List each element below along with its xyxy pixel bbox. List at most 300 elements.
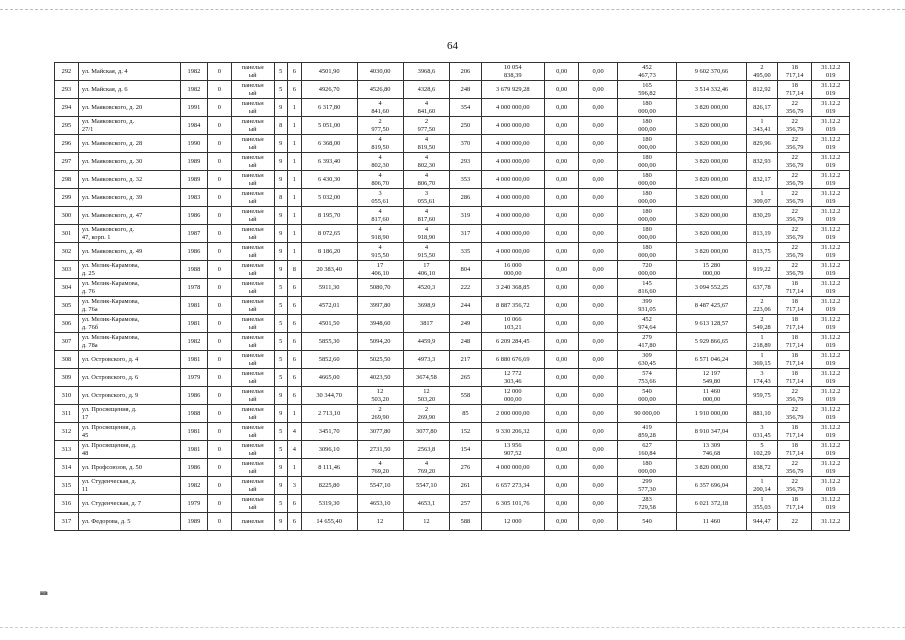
cell-residents: 588: [450, 513, 481, 531]
cell-flag: 0: [207, 81, 231, 99]
cell-cost-per-m2: 1 355,03: [746, 495, 777, 513]
cell-cost-col-c: 180 000,00: [617, 117, 676, 135]
cell-total-area: 6 317,80: [301, 99, 357, 117]
cell-total-cost: 4 000 000,00: [481, 459, 544, 477]
cell-cost-col-c: 627 160,84: [617, 441, 676, 459]
cell-cost-col-a: 0,00: [545, 63, 579, 81]
cell-total-cost: 4 000 000,00: [481, 207, 544, 225]
cell-row-number: 312: [55, 423, 79, 441]
cell-living-area: 4653,10: [357, 495, 403, 513]
cell-deadline: 31.12.2 019: [812, 459, 850, 477]
table-row: [55, 243, 850, 261]
cell-deadline: 31.12.2 019: [812, 495, 850, 513]
cell-cost-col-b: 0,00: [579, 351, 618, 369]
cell-entrances: 6: [288, 315, 302, 333]
cell-residents: 293: [450, 153, 481, 171]
cell-cost-per-m2: 1 343,41: [746, 117, 777, 135]
cell-year: 1981: [180, 351, 207, 369]
cell-cost-col-a: 0,00: [545, 261, 579, 279]
cell-residents: 286: [450, 189, 481, 207]
cell-residents: 354: [450, 99, 481, 117]
cell-limit-per-m2: 22 356,79: [778, 459, 812, 477]
cell-cost-col-c: 180 000,00: [617, 171, 676, 189]
cell-limit-per-m2: 18 717,14: [778, 495, 812, 513]
cell-cost-per-m2: 2 549,28: [746, 315, 777, 333]
cell-cost-col-d: 3 820 000,00: [677, 243, 747, 261]
cell-cost-col-b: 0,00: [579, 81, 618, 99]
cell-cost-per-m2: 881,10: [746, 405, 777, 423]
cell-cost-per-m2: 919,22: [746, 261, 777, 279]
cell-total-cost: 3 679 929,28: [481, 81, 544, 99]
cell-total-area: 4665,00: [301, 369, 357, 387]
cell-cost-per-m2: 2 223,06: [746, 297, 777, 315]
cell-wall-material: панельн ый: [231, 405, 274, 423]
cell-cost-col-d: 3 820 000,00: [677, 225, 747, 243]
cell-residents: 335: [450, 243, 481, 261]
cell-floors: 5: [274, 279, 288, 297]
cell-year: 1981: [180, 297, 207, 315]
cell-total-area: 5855,30: [301, 333, 357, 351]
cell-cost-col-b: 0,00: [579, 333, 618, 351]
cell-year: 1982: [180, 81, 207, 99]
cell-cost-col-a: 0,00: [545, 189, 579, 207]
cell-limit-per-m2: 22 356,79: [778, 477, 812, 495]
cell-year: 1979: [180, 495, 207, 513]
cell-total-area: 20 383,40: [301, 261, 357, 279]
cell-residents: 265: [450, 369, 481, 387]
cell-entrances: 6: [288, 351, 302, 369]
cell-cost-per-m2: 944,47: [746, 513, 777, 531]
cell-limit-per-m2: 18 717,14: [778, 441, 812, 459]
cell-limit-per-m2: 22 356,79: [778, 225, 812, 243]
cell-living-area: 3077,80: [357, 423, 403, 441]
cell-deadline: 31.12.2 019: [812, 405, 850, 423]
cell-residential-area: 4653,1: [403, 495, 450, 513]
cell-year: 1983: [180, 189, 207, 207]
cell-wall-material: панельн ый: [231, 189, 274, 207]
cell-total-area: 4501,90: [301, 63, 357, 81]
cell-limit-per-m2: 18 717,14: [778, 315, 812, 333]
cell-entrances: 1: [288, 405, 302, 423]
cell-row-number: 293: [55, 81, 79, 99]
cell-deadline: 31.12.2 019: [812, 297, 850, 315]
cell-cost-per-m2: 959,75: [746, 387, 777, 405]
cell-living-area: 4 915,50: [357, 243, 403, 261]
cell-living-area: 2731,50: [357, 441, 403, 459]
cell-living-area: 4 806,70: [357, 171, 403, 189]
cell-row-number: 314: [55, 459, 79, 477]
cell-address: ул. Профсоюзов, д. 50: [78, 459, 180, 477]
cell-entrances: 1: [288, 171, 302, 189]
cell-year: 1984: [180, 117, 207, 135]
cell-floors: 5: [274, 495, 288, 513]
table-row: [55, 477, 850, 495]
cell-living-area: 4 817,60: [357, 207, 403, 225]
cell-cost-col-a: 0,00: [545, 477, 579, 495]
cell-total-area: 4501,50: [301, 315, 357, 333]
cell-entrances: 8: [288, 261, 302, 279]
cell-deadline: 31.12.2 019: [812, 207, 850, 225]
cell-entrances: 6: [288, 297, 302, 315]
cell-residents: 244: [450, 297, 481, 315]
cell-entrances: 1: [288, 243, 302, 261]
cell-residents: 370: [450, 135, 481, 153]
table-row: [55, 405, 850, 423]
cell-residential-area: 4 817,60: [403, 207, 450, 225]
table-row: [55, 459, 850, 477]
cell-floors: 9: [274, 477, 288, 495]
cell-total-cost: 16 000 000,00: [481, 261, 544, 279]
cell-total-cost: 9 330 206,32: [481, 423, 544, 441]
table-row: [55, 135, 850, 153]
cell-total-area: 5911,30: [301, 279, 357, 297]
cell-total-cost: 6 209 284,45: [481, 333, 544, 351]
cell-flag: 0: [207, 153, 231, 171]
cell-residents: 804: [450, 261, 481, 279]
table-row: [55, 117, 850, 135]
cell-cost-col-c: 279 417,80: [617, 333, 676, 351]
cell-residential-area: 4973,3: [403, 351, 450, 369]
cell-address: ул. Мелик-Карамова, д. 76а: [78, 297, 180, 315]
cell-cost-col-a: 0,00: [545, 117, 579, 135]
cell-cost-col-d: 8 910 347,04: [677, 423, 747, 441]
cell-limit-per-m2: 18 717,14: [778, 297, 812, 315]
cell-floors: 8: [274, 189, 288, 207]
cell-residents: 152: [450, 423, 481, 441]
cell-total-cost: 4 000 000,00: [481, 225, 544, 243]
cell-entrances: 6: [288, 369, 302, 387]
cell-cost-col-b: 0,00: [579, 405, 618, 423]
cell-flag: 0: [207, 225, 231, 243]
table-row: [55, 513, 850, 531]
cell-cost-col-d: 3 820 000,00: [677, 135, 747, 153]
cell-limit-per-m2: 22 356,79: [778, 189, 812, 207]
cell-wall-material: панельн ый: [231, 243, 274, 261]
cell-deadline: 31.12.2 019: [812, 99, 850, 117]
cell-limit-per-m2: 22 356,79: [778, 243, 812, 261]
cell-limit-per-m2: 18 717,14: [778, 423, 812, 441]
cell-total-area: 8 186,20: [301, 243, 357, 261]
cell-row-number: 300: [55, 207, 79, 225]
cell-row-number: 309: [55, 369, 79, 387]
page-number: 64: [447, 40, 458, 52]
cell-wall-material: панельн ый: [231, 225, 274, 243]
cell-wall-material: панельн ый: [231, 351, 274, 369]
cell-year: 1986: [180, 387, 207, 405]
cell-wall-material: панельн: [231, 513, 274, 531]
cell-cost-col-a: 0,00: [545, 459, 579, 477]
cell-living-area: 5080,70: [357, 279, 403, 297]
cell-deadline: 31.12.2 019: [812, 63, 850, 81]
cell-residential-area: 4 769,20: [403, 459, 450, 477]
cell-wall-material: панельн ый: [231, 99, 274, 117]
cell-cost-col-c: 540: [617, 513, 676, 531]
cell-cost-col-a: 0,00: [545, 315, 579, 333]
cell-cost-col-c: 180 000,00: [617, 99, 676, 117]
cell-wall-material: панельн ый: [231, 207, 274, 225]
cell-address: ул. Островского, д. 6: [78, 369, 180, 387]
table-row: [55, 225, 850, 243]
cell-residential-area: 3968,6: [403, 63, 450, 81]
cell-entrances: 3: [288, 477, 302, 495]
cell-cost-per-m2: 830,29: [746, 207, 777, 225]
table-row: [55, 81, 850, 99]
cell-total-area: 2 713,10: [301, 405, 357, 423]
cell-limit-per-m2: 22 356,79: [778, 117, 812, 135]
cell-cost-col-b: 0,00: [579, 261, 618, 279]
cell-cost-col-a: 0,00: [545, 225, 579, 243]
cell-wall-material: панельн ый: [231, 495, 274, 513]
cell-cost-col-d: 6 357 696,04: [677, 477, 747, 495]
cell-cost-col-d: 6 571 046,24: [677, 351, 747, 369]
cell-total-cost: 4 000 000,00: [481, 171, 544, 189]
cell-entrances: 1: [288, 117, 302, 135]
cell-residents: 222: [450, 279, 481, 297]
cell-year: 1978: [180, 279, 207, 297]
cell-row-number: 302: [55, 243, 79, 261]
cell-floors: 9: [274, 261, 288, 279]
cell-living-area: 4023,50: [357, 369, 403, 387]
cell-floors: 5: [274, 81, 288, 99]
cell-cost-col-a: 0,00: [545, 333, 579, 351]
cell-wall-material: панельн ый: [231, 135, 274, 153]
cell-year: 1979: [180, 369, 207, 387]
cell-cost-col-d: 15 280 000,00: [677, 261, 747, 279]
cell-floors: 9: [274, 207, 288, 225]
cell-address: ул. Маяковского, д. 20: [78, 99, 180, 117]
cell-total-cost: 4 000 000,00: [481, 117, 544, 135]
cell-cost-per-m2: 3 031,45: [746, 423, 777, 441]
cell-total-cost: 2 000 000,00: [481, 405, 544, 423]
cell-wall-material: панельн ый: [231, 261, 274, 279]
cell-deadline: 31.12.2 019: [812, 441, 850, 459]
cell-residential-area: 2 269,90: [403, 405, 450, 423]
cell-cost-col-b: 0,00: [579, 279, 618, 297]
cell-total-cost: 8 887 356,72: [481, 297, 544, 315]
cell-limit-per-m2: 18 717,14: [778, 369, 812, 387]
table-row: [55, 153, 850, 171]
cell-row-number: 304: [55, 279, 79, 297]
cell-year: 1986: [180, 207, 207, 225]
cell-residents: 85: [450, 405, 481, 423]
cell-address: ул. Маяковского, д. 30: [78, 153, 180, 171]
cell-residential-area: 3674,58: [403, 369, 450, 387]
cell-floors: 8: [274, 117, 288, 135]
cell-address: ул. Маяковского, д. 39: [78, 189, 180, 207]
cell-total-cost: 12 000: [481, 513, 544, 531]
cell-living-area: 4030,00: [357, 63, 403, 81]
cell-living-area: 4 802,30: [357, 153, 403, 171]
cell-total-cost: 3 240 368,85: [481, 279, 544, 297]
cell-flag: 0: [207, 63, 231, 81]
cell-flag: 0: [207, 495, 231, 513]
cell-cost-col-b: 0,00: [579, 477, 618, 495]
cell-living-area: 3 055,61: [357, 189, 403, 207]
cell-flag: 0: [207, 441, 231, 459]
cell-deadline: 31.12.2 019: [812, 423, 850, 441]
cell-year: 1989: [180, 513, 207, 531]
cell-row-number: 305: [55, 297, 79, 315]
cell-row-number: 311: [55, 405, 79, 423]
cell-cost-col-d: 3 094 552,25: [677, 279, 747, 297]
cell-wall-material: панельн ый: [231, 387, 274, 405]
cell-cost-col-b: 0,00: [579, 153, 618, 171]
cell-cost-col-a: 0,00: [545, 279, 579, 297]
cell-total-area: 5852,60: [301, 351, 357, 369]
cell-residential-area: 2563,8: [403, 441, 450, 459]
cell-residential-area: 4 806,70: [403, 171, 450, 189]
table-row: [55, 441, 850, 459]
cell-address: ул. Просвещения, д. 45: [78, 423, 180, 441]
cell-cost-col-c: 299 577,30: [617, 477, 676, 495]
cell-residential-area: 5547,10: [403, 477, 450, 495]
cell-flag: 0: [207, 459, 231, 477]
cell-living-area: 5547,10: [357, 477, 403, 495]
cell-residential-area: 4 819,50: [403, 135, 450, 153]
cell-floors: 5: [274, 297, 288, 315]
cell-total-area: 14 655,40: [301, 513, 357, 531]
cell-residents: 248: [450, 81, 481, 99]
cell-residents: 249: [450, 315, 481, 333]
cell-cost-col-b: 0,00: [579, 441, 618, 459]
cell-cost-col-c: 309 630,45: [617, 351, 676, 369]
table-row: [55, 207, 850, 225]
cell-flag: 0: [207, 171, 231, 189]
cell-year: 1989: [180, 171, 207, 189]
cell-flag: 0: [207, 207, 231, 225]
cell-cost-col-a: 0,00: [545, 99, 579, 117]
cell-address: ул. Мелик-Карамова, д. 25: [78, 261, 180, 279]
cell-cost-per-m2: 832,17: [746, 171, 777, 189]
cell-living-area: 3997,80: [357, 297, 403, 315]
cell-residential-area: 3698,9: [403, 297, 450, 315]
cell-cost-col-d: 1 910 000,00: [677, 405, 747, 423]
cell-cost-col-d: 3 514 332,46: [677, 81, 747, 99]
cell-limit-per-m2: 18 717,14: [778, 63, 812, 81]
table-row: [55, 423, 850, 441]
table-row: [55, 333, 850, 351]
cell-cost-col-c: 452 467,73: [617, 63, 676, 81]
cell-living-area: 17 406,10: [357, 261, 403, 279]
cell-deadline: 31.12.2: [812, 513, 850, 531]
cell-cost-col-c: 145 816,60: [617, 279, 676, 297]
cell-cost-per-m2: 1 309,07: [746, 189, 777, 207]
cell-entrances: 1: [288, 189, 302, 207]
cell-row-number: 307: [55, 333, 79, 351]
cell-limit-per-m2: 22 356,79: [778, 387, 812, 405]
cell-residential-area: 4 841,60: [403, 99, 450, 117]
cell-wall-material: панельн ый: [231, 333, 274, 351]
cell-flag: 0: [207, 477, 231, 495]
cell-floors: 5: [274, 63, 288, 81]
table-row: [55, 189, 850, 207]
cell-flag: 0: [207, 117, 231, 135]
table-row: [55, 369, 850, 387]
cell-cost-col-d: 6 021 372,18: [677, 495, 747, 513]
cell-total-cost: 4 000 000,00: [481, 135, 544, 153]
cell-year: 1982: [180, 477, 207, 495]
cell-entrances: 1: [288, 459, 302, 477]
cell-cost-col-c: 180 000,00: [617, 459, 676, 477]
cell-address: ул. Просвещения, д. 17: [78, 405, 180, 423]
cell-floors: 5: [274, 369, 288, 387]
cell-wall-material: панельн ый: [231, 81, 274, 99]
cell-total-cost: 4 000 000,00: [481, 189, 544, 207]
cell-limit-per-m2: 22: [778, 513, 812, 531]
cell-flag: 0: [207, 99, 231, 117]
cell-cost-col-d: 9 602 370,66: [677, 63, 747, 81]
cell-residential-area: 4520,3: [403, 279, 450, 297]
cell-limit-per-m2: 22 356,79: [778, 405, 812, 423]
cell-cost-col-a: 0,00: [545, 423, 579, 441]
cell-floors: 9: [274, 387, 288, 405]
cell-living-area: 5025,50: [357, 351, 403, 369]
cell-floors: 9: [274, 405, 288, 423]
table-row: [55, 171, 850, 189]
cell-cost-col-b: 0,00: [579, 423, 618, 441]
cell-wall-material: панельн ый: [231, 153, 274, 171]
cell-flag: 0: [207, 279, 231, 297]
cell-row-number: 317: [55, 513, 79, 531]
cell-entrances: 6: [288, 279, 302, 297]
cell-total-area: 5 051,00: [301, 117, 357, 135]
cell-cost-per-m2: 2 495,00: [746, 63, 777, 81]
cell-deadline: 31.12.2 019: [812, 81, 850, 99]
cell-cost-per-m2: 1 218,89: [746, 333, 777, 351]
cell-row-number: 295: [55, 117, 79, 135]
cell-address: ул. Федорова, д. 5: [78, 513, 180, 531]
cell-residents: 261: [450, 477, 481, 495]
cell-floors: 5: [274, 441, 288, 459]
cell-row-number: 313: [55, 441, 79, 459]
cell-wall-material: панельн ый: [231, 63, 274, 81]
cell-cost-col-d: 3 820 000,00: [677, 459, 747, 477]
cell-entrances: 1: [288, 99, 302, 117]
table-row: [55, 63, 850, 81]
cell-limit-per-m2: 22 356,79: [778, 135, 812, 153]
cell-residential-area: 3 055,61: [403, 189, 450, 207]
cell-living-area: 2 977,50: [357, 117, 403, 135]
cell-total-cost: 4 000 000,00: [481, 99, 544, 117]
cell-cost-col-c: 180 000,00: [617, 189, 676, 207]
cell-deadline: 31.12.2 019: [812, 477, 850, 495]
cell-living-area: 5094,20: [357, 333, 403, 351]
cell-flag: 0: [207, 513, 231, 531]
cell-total-cost: 4 000 000,00: [481, 153, 544, 171]
cell-cost-col-b: 0,00: [579, 243, 618, 261]
cell-row-number: 296: [55, 135, 79, 153]
table-row: [55, 315, 850, 333]
cell-residents: 558: [450, 387, 481, 405]
cell-address: ул. Мелик-Карамова, д. 76б: [78, 315, 180, 333]
cell-cost-col-a: 0,00: [545, 405, 579, 423]
cell-entrances: 1: [288, 153, 302, 171]
cell-limit-per-m2: 22 356,79: [778, 171, 812, 189]
cell-year: 1988: [180, 405, 207, 423]
table-row: [55, 297, 850, 315]
cell-year: 1981: [180, 441, 207, 459]
cell-floors: 5: [274, 333, 288, 351]
cell-deadline: 31.12.2 019: [812, 279, 850, 297]
cell-cost-col-b: 0,00: [579, 171, 618, 189]
cell-floors: 9: [274, 225, 288, 243]
cell-living-area: 4 819,50: [357, 135, 403, 153]
cell-residents: 154: [450, 441, 481, 459]
cell-residential-area: 4459,9: [403, 333, 450, 351]
cell-wall-material: панельн ый: [231, 297, 274, 315]
cell-flag: 0: [207, 405, 231, 423]
cell-floors: 9: [274, 243, 288, 261]
